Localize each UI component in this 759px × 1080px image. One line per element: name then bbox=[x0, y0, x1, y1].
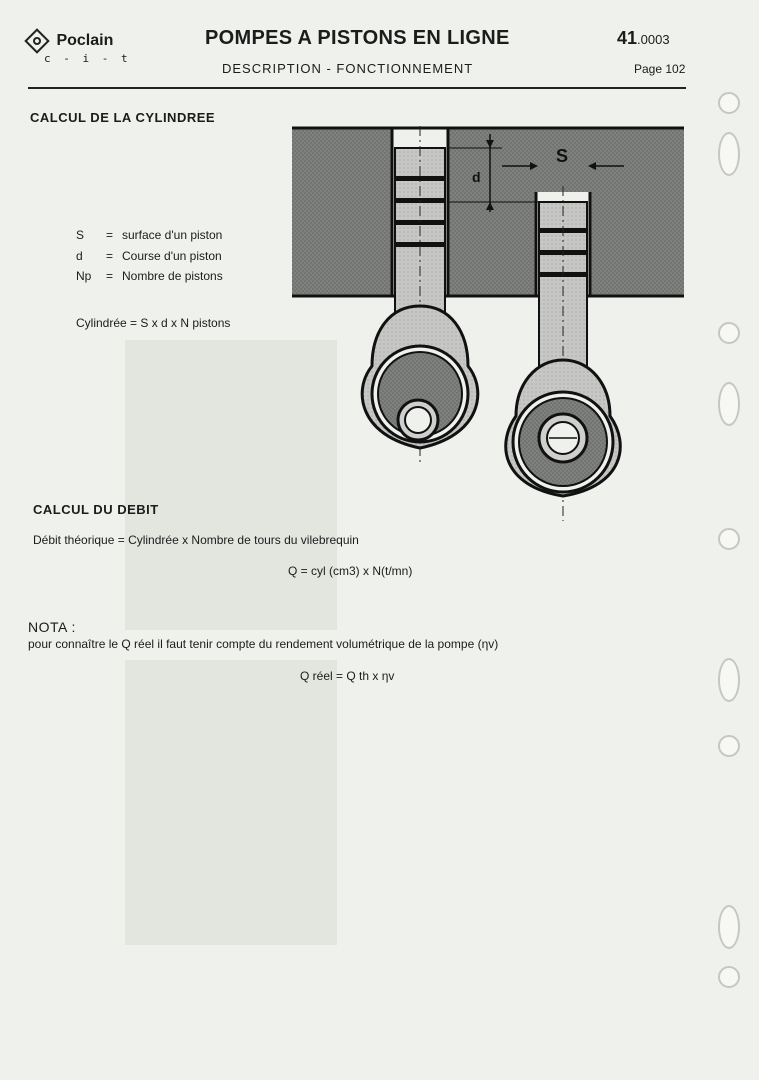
binder-hole bbox=[718, 92, 740, 114]
doc-number-suffix: .0003 bbox=[637, 32, 670, 47]
brand-name: Poclain bbox=[56, 32, 114, 49]
debit-formula: Q = cyl (cm3) x N(t/mn) bbox=[288, 564, 413, 578]
pump-body bbox=[292, 128, 684, 296]
dimension-s-label: S bbox=[556, 146, 569, 166]
page-title: POMPES A PISTONS EN LIGNE bbox=[205, 27, 510, 49]
legend-row-s bbox=[76, 228, 222, 242]
legend-description: Nombre de pistons bbox=[122, 269, 223, 283]
connecting-rod-2 bbox=[506, 360, 621, 496]
nota-heading: NOTA : bbox=[28, 619, 76, 635]
binder-hole bbox=[718, 528, 740, 550]
legend-symbol: S bbox=[76, 228, 85, 242]
debit-definition: Débit théorique = Cylindrée x Nombre de tours du vilebrequin bbox=[33, 533, 359, 547]
section-heading-debit: CALCUL DU DEBIT bbox=[33, 502, 159, 517]
section-heading-cylindree: CALCUL DE LA CYLINDREE bbox=[30, 110, 216, 125]
legend-equals: = bbox=[106, 228, 114, 242]
legend-equals: = bbox=[106, 249, 114, 263]
binder-hole bbox=[718, 132, 740, 176]
legend-description: surface d'un piston bbox=[122, 228, 223, 242]
dimension-d-label: d bbox=[472, 169, 481, 185]
legend-description: Course d'un piston bbox=[122, 249, 222, 263]
legend-row-np bbox=[76, 269, 223, 283]
binder-hole bbox=[718, 735, 740, 757]
bleed-through-shadow bbox=[125, 660, 337, 945]
legend-row-d bbox=[76, 249, 222, 263]
binder-hole bbox=[718, 905, 740, 949]
nota-text: pour connaître le Q réel il faut tenir compte du rendement volumétrique de la pompe (ηv) bbox=[28, 637, 499, 651]
brand-logo bbox=[28, 32, 113, 50]
cylindree-formula: Cylindrée = S x d x N pistons bbox=[76, 316, 231, 330]
header-divider bbox=[28, 87, 686, 89]
page-number: Page 102 bbox=[634, 62, 686, 76]
document-number bbox=[617, 28, 670, 49]
diamond-logo-icon bbox=[24, 28, 49, 53]
legend-symbol: d bbox=[76, 249, 83, 263]
brand-subtitle: c - i - t bbox=[44, 52, 131, 65]
legend-symbol: Np bbox=[76, 269, 92, 283]
connecting-rod-1 bbox=[362, 306, 478, 448]
binder-hole bbox=[718, 322, 740, 344]
binder-hole bbox=[718, 966, 740, 988]
nota-formula: Q réel = Q th x ηv bbox=[300, 669, 395, 683]
binder-hole bbox=[718, 658, 740, 702]
doc-number-main: 41 bbox=[617, 28, 638, 48]
piston-pump-diagram bbox=[290, 126, 690, 526]
legend-equals: = bbox=[106, 269, 114, 283]
page-subtitle: DESCRIPTION - FONCTIONNEMENT bbox=[222, 61, 474, 76]
binder-hole bbox=[718, 382, 740, 426]
